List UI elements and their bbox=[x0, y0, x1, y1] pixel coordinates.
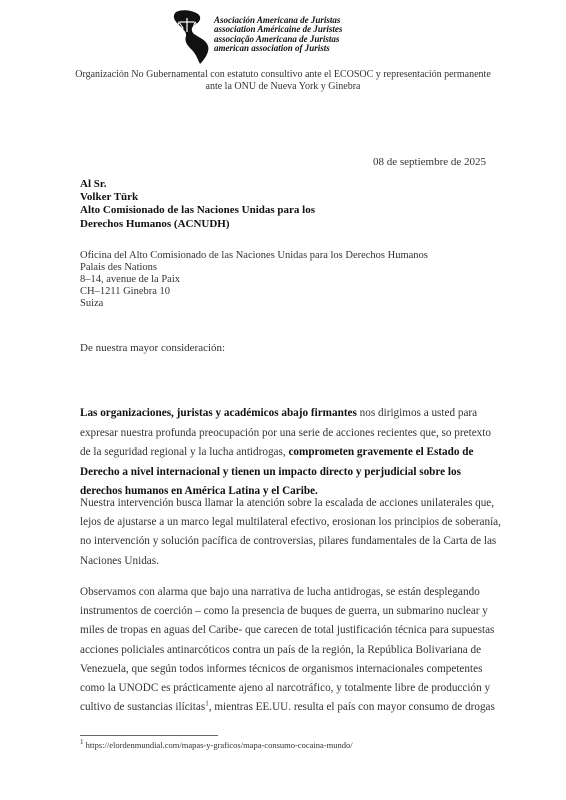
p3-line-6: como la UNODC es prácticamente ajeno al narcotráfico, y totalmente libre de producción y bbox=[80, 682, 491, 695]
status-note-line-2: ante la ONU de Nueva York y Ginebra bbox=[205, 81, 361, 92]
addressee-title-line-2: Derechos Humanos (ACNUDH) bbox=[80, 217, 230, 230]
addressee-block bbox=[80, 178, 315, 231]
p1-line-3-bold: comprometen gravemente el Estado de bbox=[288, 446, 474, 458]
paragraph-3 bbox=[80, 583, 495, 717]
p3-line-5: Venezuela, que según todos informes técnicos de organismos internacionales competentes bbox=[80, 662, 483, 675]
p3-line-4: acciones policiales antinarcóticos contra un país de la región, la República Bolivariana de bbox=[80, 643, 482, 656]
p2-line-3: no intervención y solución pacífica de controversias, pilares fundamentales de la Carta de las bbox=[80, 535, 497, 548]
office-name: Oficina del Alto Comisionado de las Naciones Unidas para los Derechos Humanos bbox=[80, 250, 428, 261]
logo-line-2: association Américaine de Juristes bbox=[214, 24, 343, 35]
p1-bold-signatories: Las organizaciones, juristas y académicos abajo firmantes bbox=[80, 407, 357, 419]
addressee-line-1: Al Sr. bbox=[80, 178, 107, 190]
p2-line-1: Nuestra intervención busca llamar la atención sobre la escalada de acciones unilaterales que, bbox=[80, 497, 495, 509]
addressee-name: Volker Türk bbox=[80, 191, 139, 204]
status-note-line-1: Organización No Gubernamental con estatuto consultivo ante el ECOSOC y representación permanente bbox=[75, 69, 491, 80]
p3-line-7 bbox=[80, 698, 495, 717]
p3-line-3: miles de tropas en aguas del Caribe- que carecen de total justificación técnica para supuestas bbox=[80, 624, 495, 637]
footnote bbox=[80, 740, 353, 750]
p1-line-3 bbox=[80, 443, 487, 463]
p3-line-1: Observamos con alarma que bajo una narrativa de lucha antidrogas, se están desplegando bbox=[80, 586, 480, 598]
organization-status-note bbox=[60, 69, 506, 93]
p3-line-7-end: , mientras EE.UU. resulta el país con mayor consumo de drogas bbox=[208, 701, 495, 714]
logo-line-4: american association of Jurists bbox=[214, 43, 330, 54]
p1-line-5: derechos humanos en América Latina y el Caribe. bbox=[80, 485, 318, 497]
p1-line-2: expresar nuestra profunda preocupación por una serie de acciones recientes que, so pretexto bbox=[80, 426, 491, 439]
letter-date: 08 de septiembre de 2025 bbox=[372, 156, 486, 168]
footnote-divider bbox=[80, 735, 218, 736]
office-postal-city: CH–1211 Ginebra 10 bbox=[80, 286, 171, 297]
office-street: 8–14, avenue de la Paix bbox=[80, 274, 181, 285]
p1-line-1 bbox=[80, 404, 487, 424]
p1-line-3-start: de la seguridad regional y la lucha antidrogas, bbox=[80, 446, 289, 458]
p3-line-7-start: cultivo de sustancias ilícitas bbox=[80, 701, 206, 714]
p3-line-2: instrumentos de coerción – como la presencia de buques de guerra, un submarino nuclear y bbox=[80, 605, 488, 618]
logo-line-3: associação Americana de Juristas bbox=[214, 33, 340, 44]
salutation: De nuestra mayor consideración: bbox=[80, 342, 226, 354]
footnote-link[interactable]: https://elordenmundial.com/mapas-y-graficos/mapa-consumo-cocaina-mundo/ bbox=[83, 740, 353, 750]
p1-line-1-rest: nos dirigimos a usted para bbox=[356, 407, 478, 419]
office-address bbox=[80, 250, 428, 310]
p2-line-4: Naciones Unidas. bbox=[80, 554, 159, 567]
paragraph-1 bbox=[80, 404, 491, 502]
paragraph-2 bbox=[80, 494, 501, 571]
p1-line-4: Derecho a nivel internacional y tienen un impacto directo y perjudicial sobre los bbox=[80, 465, 461, 478]
logo-line-1: Asociación Americana de Juristas bbox=[214, 15, 341, 25]
footnote-reference[interactable]: 1 bbox=[205, 699, 209, 708]
association-logo bbox=[170, 8, 400, 66]
office-country: Suiza bbox=[80, 298, 104, 309]
footnote-mark: 1 bbox=[80, 738, 84, 747]
addressee-title-line-1: Alto Comisionado de las Naciones Unidas para los bbox=[80, 204, 316, 217]
office-building: Palais des Nations bbox=[80, 262, 157, 273]
p2-line-2: lejos de ajustarse a un marco legal multilateral efectivo, erosionan los principios de soberanía, bbox=[80, 516, 501, 529]
americas-map-scales-icon bbox=[170, 8, 216, 66]
